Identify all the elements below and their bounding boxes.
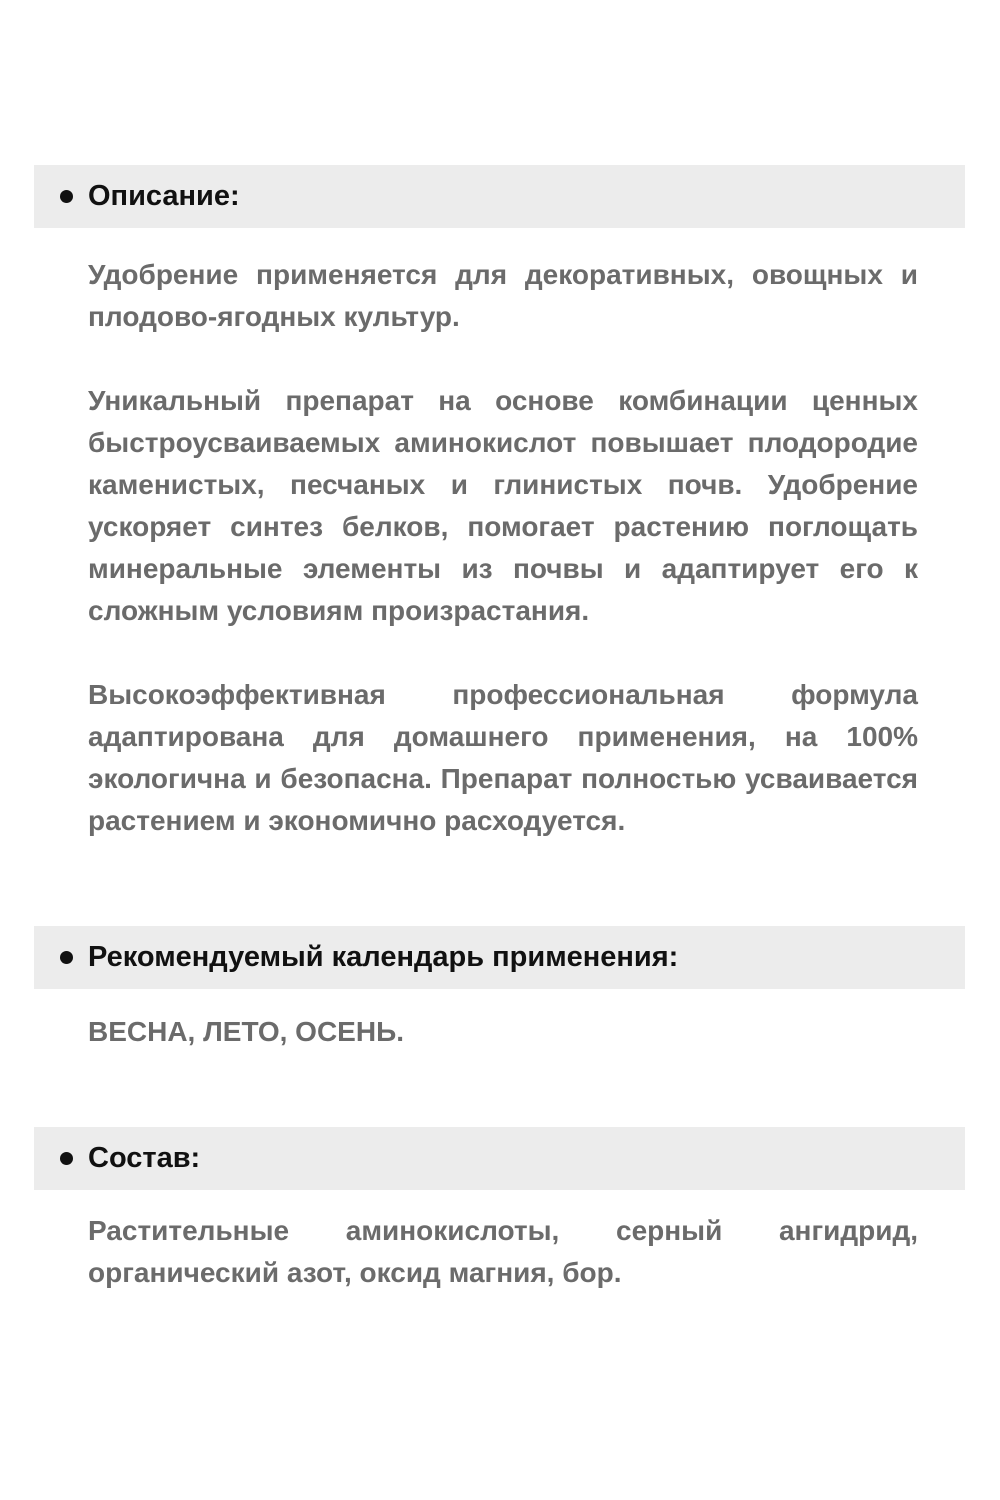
description-paragraph: Удобрение применяется для декоративных, овощных и плодово-ягодных культур.: [88, 259, 918, 332]
composition-paragraph: Растительные аминокислоты, серный ангидрид, органический азот, оксид магния, бор.: [88, 1215, 918, 1288]
description-paragraph: Высокоэффективная профессиональная формула адаптирована для домашнего применения, на 100% экологична и безопасна. Препарат полностью усваивается растением и экономично расходуется.: [88, 679, 918, 836]
description-paragraph: Уникальный препарат на основе комбинации ценных быстроусваиваемых аминокислот повышает плодородие каменистых, песчаных и глинистых почв. Удобрение ускоряет синтез белков, помогает растению поглощать минеральные элементы из почвы и адаптирует его к сложным условиям произрастания.: [88, 385, 918, 626]
section-title: Описание:: [88, 180, 240, 212]
bullet-icon: [60, 190, 73, 203]
bullet-icon: [60, 1152, 73, 1165]
calendar-paragraph: ВЕСНА, ЛЕТО, ОСЕНЬ.: [88, 1016, 404, 1047]
section-header-description: [34, 165, 965, 228]
bullet-icon: [60, 951, 73, 964]
section-title: Рекомендуемый календарь применения:: [88, 941, 679, 973]
section-header-composition: [34, 1127, 965, 1190]
section-title: Состав:: [88, 1142, 201, 1174]
section-header-calendar: [34, 926, 965, 989]
